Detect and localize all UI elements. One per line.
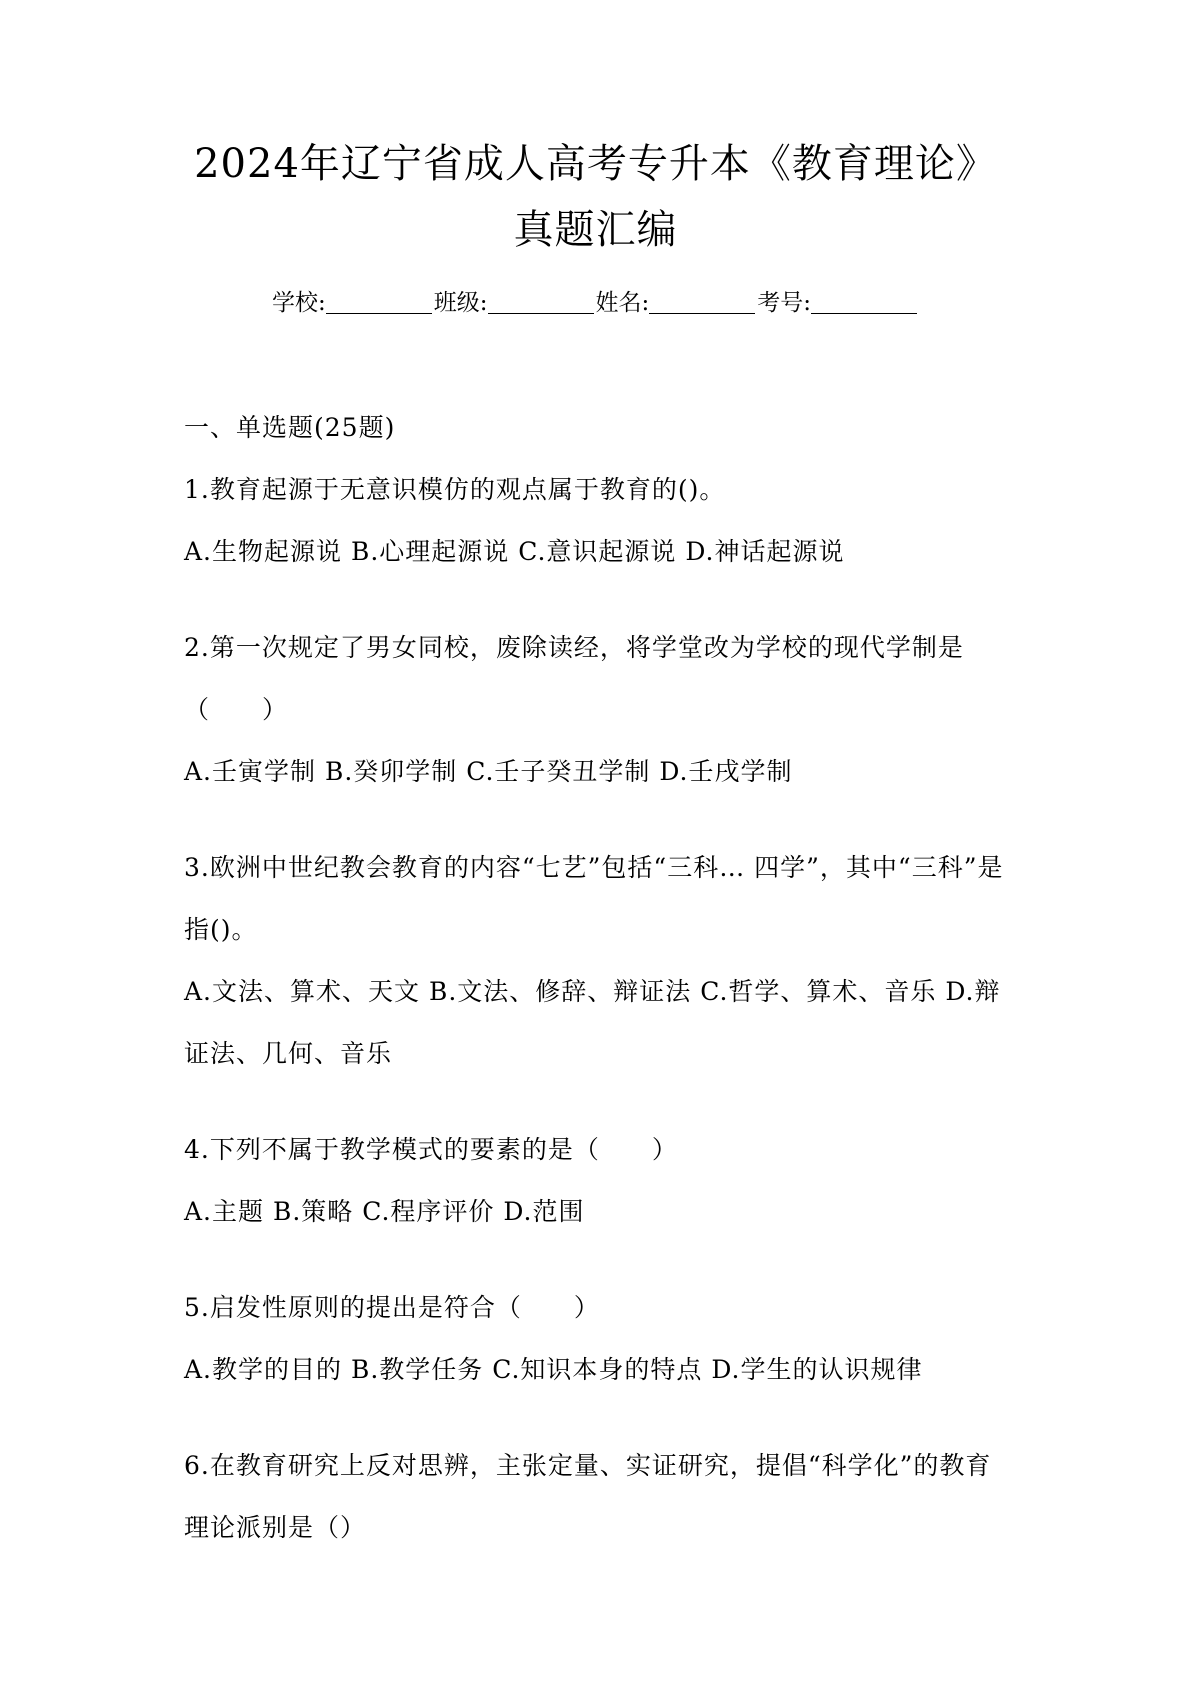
question-3-stem-line-1: 3.欧洲中世纪教会教育的内容“七艺”包括“三科… 四学”，其中“三科”是 [184,853,1004,882]
school-blank [326,291,432,314]
student-info-fields [0,284,1191,317]
question-5-options: A.教学的目的 B.教学任务 C.知识本身的特点 D.学生的认识规律 [184,1355,923,1384]
document-title-line-2: 真题汇编 [513,207,678,253]
class-blank [488,291,594,314]
question-2-stem-line-2: （ ） [184,695,289,724]
question-4-stem: 4.下列不属于教学模式的要素的是（ ） [184,1135,678,1164]
question-5-stem: 5.启发性原则的提出是符合（ ） [184,1293,600,1322]
question-3-stem-line-2: 指()。 [184,915,258,944]
question-6-stem-line-2: 理论派别是（） [184,1513,367,1542]
question-6-stem-line-1: 6.在教育研究上反对思辨，主张定量、实证研究，提倡“科学化”的教育 [184,1451,992,1480]
exam-number-blank [811,291,917,314]
question-3-options-line-2: 证法、几何、音乐 [184,1039,393,1068]
question-4-options: A.主题 B.策略 C.程序评价 D.范围 [184,1197,585,1226]
name-label: 姓名: [595,290,650,316]
question-3-options-line-1: A.文法、算术、天文 B.文法、修辞、辩证法 C.哲学、算术、音乐 D.辩 [184,977,1001,1006]
name-blank [649,291,755,314]
school-label: 学校: [272,290,326,316]
question-2-stem-line-1: 2.第一次规定了男女同校，废除读经，将学堂改为学校的现代学制是 [184,633,964,662]
document-title-line-1: 2024年辽宁省成人高考专升本《教育理论》 [194,141,997,187]
section-heading: 一、单选题(25题) [184,413,396,442]
exam-number-label: 考号: [757,290,811,316]
question-1-options: A.生物起源说 B.心理起源说 C.意识起源说 D.神话起源说 [184,537,845,566]
class-label: 班级: [433,290,488,316]
question-1-stem: 1.教育起源于无意识模仿的观点属于教育的()。 [184,475,726,504]
question-2-options: A.壬寅学制 B.癸卯学制 C.壬子癸丑学制 D.壬戌学制 [184,757,793,786]
